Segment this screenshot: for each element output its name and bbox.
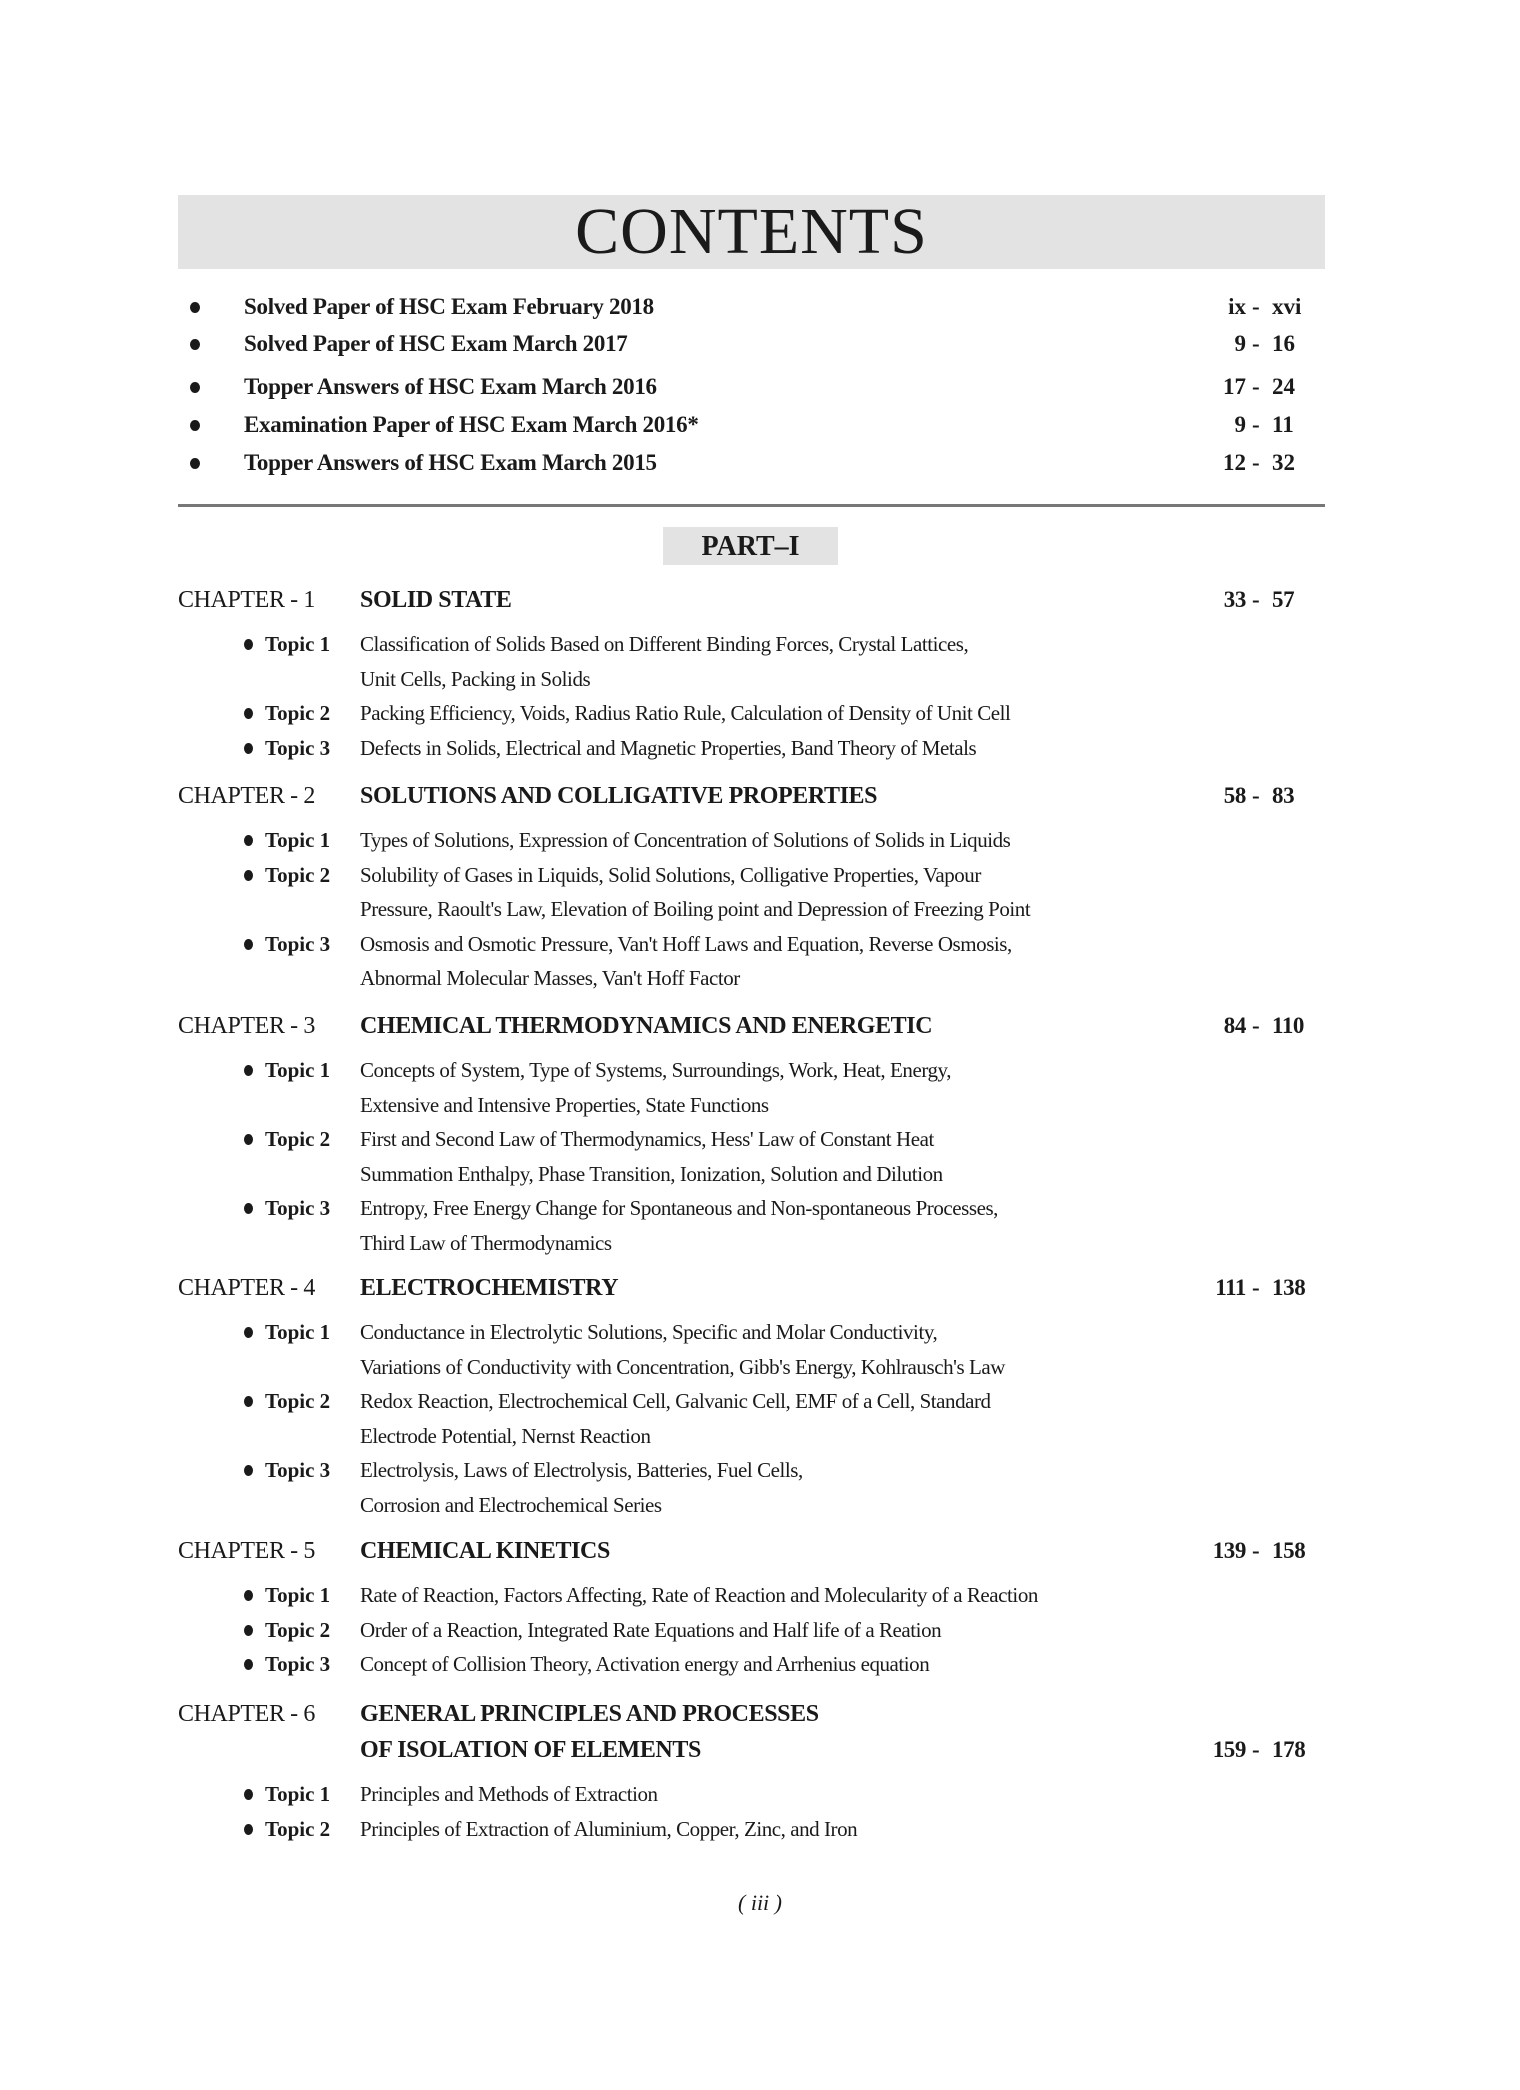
topic-label: Topic 3	[265, 1458, 331, 1482]
topic-description-line: Solubility of Gases in Liquids, Solid Solutions, Colligative Properties, Vapour	[360, 862, 981, 887]
bullet-icon	[244, 1824, 253, 1835]
topic-description	[360, 858, 1325, 927]
bullet-icon	[244, 1789, 253, 1800]
chapter-label: CHAPTER - 5	[178, 1538, 315, 1564]
page-range-dash: -	[1252, 587, 1260, 612]
page-to: 110	[1272, 1013, 1305, 1038]
page-from: 9	[1234, 331, 1246, 356]
topic-description-line: Concepts of System, Type of Systems, Surroundings, Work, Heat, Energy,	[360, 1058, 952, 1082]
topic-description	[360, 1053, 1325, 1122]
topic-label: Topic 3	[265, 735, 331, 760]
page-to: 138	[1272, 1275, 1306, 1300]
contents-entry[interactable]	[178, 444, 1325, 482]
page-range-dash: -	[1252, 450, 1260, 475]
topic-label: Topic 2	[265, 701, 331, 725]
bullet-icon	[190, 339, 200, 350]
bullet-icon	[244, 1327, 253, 1338]
contents-entry[interactable]	[178, 288, 1325, 326]
topic-label: Topic 1	[265, 828, 331, 852]
topic-description	[360, 927, 1325, 996]
page-to: 11	[1272, 412, 1294, 437]
topic-description-line: Electrode Potential, Nernst Reaction	[360, 1423, 651, 1448]
page-to: 57	[1272, 587, 1295, 612]
chapter-entry	[178, 778, 1325, 996]
topic-description	[360, 1812, 1325, 1847]
topic-description	[360, 1777, 1325, 1812]
topic-description-line: Principles and Methods of Extraction	[360, 1782, 658, 1806]
bullet-icon	[190, 420, 200, 431]
page-to: 32	[1272, 450, 1295, 475]
chapter-heading[interactable]	[178, 1008, 1325, 1044]
topic-label: Topic 3	[265, 1196, 331, 1220]
chapter-label: CHAPTER - 3	[178, 1013, 315, 1039]
contents-heading: CONTENTS	[575, 195, 928, 268]
page-range-dash: -	[1252, 1275, 1260, 1300]
topic-label: Topic 1	[265, 1058, 331, 1082]
topic-description-line: Abnormal Molecular Masses, Van't Hoff Factor	[360, 966, 740, 990]
topic-label: Topic 2	[265, 1617, 331, 1642]
topic-entry[interactable]	[178, 1578, 1325, 1613]
topic-description	[360, 1122, 1325, 1191]
page-range-dash: -	[1252, 412, 1260, 437]
page-from: ix	[1228, 294, 1246, 319]
chapter-title: CHEMICAL THERMODYNAMICS AND ENERGETIC	[360, 1013, 933, 1039]
page-range-dash: -	[1252, 331, 1260, 356]
page-to: 83	[1272, 783, 1295, 808]
page-from: 58	[1223, 783, 1246, 808]
topic-label: Topic 2	[265, 1389, 331, 1413]
page-to: 158	[1272, 1538, 1306, 1563]
page-to: 24	[1272, 374, 1295, 399]
page-range-dash: -	[1252, 374, 1260, 399]
bullet-icon	[244, 1065, 253, 1076]
topic-description-line: First and Second Law of Thermodynamics, Hess' Law of Constant Heat	[360, 1127, 934, 1151]
page-from: 111	[1215, 1275, 1246, 1300]
chapter-entry	[178, 1008, 1325, 1260]
entry-title: Topper Answers of HSC Exam March 2016	[244, 374, 657, 399]
divider-rule	[178, 504, 1325, 507]
bullet-icon	[244, 939, 253, 950]
page-range-dash: -	[1252, 1737, 1260, 1762]
chapter-entry	[178, 1533, 1325, 1682]
topic-entry[interactable]	[178, 927, 1325, 996]
topic-label: Topic 1	[265, 1782, 331, 1806]
chapter-heading-continued[interactable]	[178, 1732, 1325, 1768]
topic-description-line: Rate of Reaction, Factors Affecting, Rate of Reaction and Molecularity of a Reaction	[360, 1583, 1038, 1607]
topic-entry[interactable]	[178, 1453, 1325, 1522]
topic-description-line: Osmosis and Osmotic Pressure, Van't Hoff Laws and Equation, Reverse Osmosis,	[360, 931, 1012, 956]
part-heading: PART–I	[663, 527, 838, 565]
topic-entry[interactable]	[178, 1122, 1325, 1191]
page-to: 178	[1272, 1737, 1306, 1762]
topic-description-line: Third Law of Thermodynamics	[360, 1230, 612, 1255]
chapter-title: SOLUTIONS AND COLLIGATIVE PROPERTIES	[360, 783, 878, 809]
topic-description-line: Extensive and Intensive Properties, State Functions	[360, 1092, 769, 1117]
bullet-icon	[244, 835, 253, 846]
topic-label: Topic 2	[265, 1127, 331, 1151]
topic-label: Topic 1	[265, 1583, 331, 1607]
topic-description-line: Pressure, Raoult's Law, Elevation of Boiling point and Depression of Freezing Point	[360, 897, 1031, 921]
topic-description-line: Classification of Solids Based on Different Binding Forces, Crystal Lattices,	[360, 632, 969, 656]
topic-entry[interactable]	[178, 627, 1325, 696]
topic-description-line: Variations of Conductivity with Concentration, Gibb's Energy, Kohlrausch's Law	[360, 1354, 1005, 1379]
topic-description-line: Conductance in Electrolytic Solutions, Specific and Molar Conductivity,	[360, 1320, 938, 1344]
topic-description-line: Concept of Collision Theory, Activation energy and Arrhenius equation	[360, 1652, 930, 1676]
page-from: 9	[1234, 412, 1246, 437]
topic-entry[interactable]	[178, 858, 1325, 927]
topic-description	[360, 696, 1325, 731]
chapter-label: CHAPTER - 6	[178, 1701, 315, 1727]
topic-entry[interactable]	[178, 731, 1325, 766]
chapter-title: CHEMICAL KINETICS	[360, 1538, 610, 1564]
bullet-icon	[190, 382, 200, 393]
contents-entry[interactable]	[178, 368, 1325, 406]
bullet-icon	[190, 458, 200, 469]
bullet-icon	[244, 1203, 253, 1214]
topic-entry[interactable]	[178, 1315, 1325, 1384]
topic-description	[360, 627, 1325, 696]
topic-description	[360, 731, 1325, 766]
topic-label: Topic 1	[265, 1320, 331, 1344]
chapter-title: SOLID STATE	[360, 587, 512, 613]
topic-entry[interactable]	[178, 696, 1325, 731]
page-range-dash: -	[1252, 1538, 1260, 1563]
topic-description	[360, 1384, 1325, 1453]
bullet-icon	[244, 639, 253, 650]
bullet-icon	[244, 708, 253, 719]
chapter-label: CHAPTER - 2	[178, 783, 315, 809]
bullet-icon	[244, 870, 253, 881]
contents-heading-banner	[178, 195, 1325, 269]
topic-entry[interactable]	[178, 1812, 1325, 1847]
bullet-icon	[244, 1590, 253, 1601]
bullet-icon	[244, 1396, 253, 1407]
topic-description	[360, 1191, 1325, 1260]
chapter-heading[interactable]	[178, 1270, 1325, 1306]
chapter-entry	[178, 582, 1325, 765]
topic-description-line: Principles of Extraction of Aluminium, Copper, Zinc, and Iron	[360, 1816, 858, 1841]
contents-entry[interactable]	[178, 406, 1325, 444]
bullet-icon	[244, 743, 253, 754]
topic-description-line: Electrolysis, Laws of Electrolysis, Batteries, Fuel Cells,	[360, 1458, 803, 1482]
page-from: 12	[1223, 450, 1246, 475]
topic-description	[360, 823, 1325, 858]
topic-description	[360, 1613, 1325, 1648]
topic-description-line: Summation Enthalpy, Phase Transition, Ionization, Solution and Dilution	[360, 1161, 943, 1186]
chapter-heading[interactable]	[178, 778, 1325, 814]
topic-entry[interactable]	[178, 823, 1325, 858]
topic-label: Topic 3	[265, 931, 331, 956]
page-number: ( iii )	[738, 1890, 782, 1915]
chapter-title-line-2: OF ISOLATION OF ELEMENTS	[360, 1737, 701, 1763]
entry-title: Solved Paper of HSC Exam February 2018	[244, 294, 654, 319]
bullet-icon	[244, 1659, 253, 1670]
bullet-icon	[244, 1625, 253, 1636]
page-range-dash: -	[1252, 783, 1260, 808]
chapter-heading[interactable]	[178, 582, 1325, 618]
topic-description-line: Packing Efficiency, Voids, Radius Ratio Rule, Calculation of Density of Unit Cell	[360, 701, 1011, 725]
page-from: 33	[1223, 587, 1246, 612]
entry-title: Topper Answers of HSC Exam March 2015	[244, 450, 657, 475]
topic-description-line: Defects in Solids, Electrical and Magnetic Properties, Band Theory of Metals	[360, 735, 977, 760]
topic-entry[interactable]	[178, 1384, 1325, 1453]
topic-label: Topic 1	[265, 632, 331, 656]
page-from: 159	[1212, 1737, 1246, 1762]
chapter-label: CHAPTER - 4	[178, 1275, 315, 1301]
topic-entry[interactable]	[178, 1647, 1325, 1682]
topic-description-line: Types of Solutions, Expression of Concentration of Solutions of Solids in Liquids	[360, 828, 1011, 852]
topic-description-line: Redox Reaction, Electrochemical Cell, Galvanic Cell, EMF of a Cell, Standard	[360, 1389, 991, 1413]
topic-description-line: Entropy, Free Energy Change for Spontaneous and Non-spontaneous Processes,	[360, 1196, 998, 1220]
contents-entry[interactable]	[178, 325, 1325, 363]
topic-label: Topic 2	[265, 862, 331, 887]
topic-description	[360, 1578, 1325, 1613]
bullet-icon	[244, 1134, 253, 1145]
bullet-icon	[244, 1465, 253, 1476]
page-from: 84	[1223, 1013, 1246, 1038]
chapter-label: CHAPTER - 1	[178, 587, 315, 613]
topic-entry[interactable]	[178, 1613, 1325, 1648]
page-range-dash: -	[1252, 1013, 1260, 1038]
entry-title: Examination Paper of HSC Exam March 2016*	[244, 412, 699, 437]
chapter-entry	[178, 1696, 1325, 1846]
chapter-title: GENERAL PRINCIPLES AND PROCESSES	[360, 1701, 819, 1727]
bullet-icon	[190, 302, 200, 313]
topic-description	[360, 1315, 1325, 1384]
page-from: 139	[1212, 1538, 1246, 1563]
topic-description-line: Order of a Reaction, Integrated Rate Equations and Half life of a Reation	[360, 1617, 942, 1642]
chapter-heading[interactable]	[178, 1533, 1325, 1569]
topic-label: Topic 3	[265, 1652, 331, 1676]
chapter-heading[interactable]	[178, 1696, 1325, 1732]
topic-description	[360, 1647, 1325, 1682]
page-range-dash: -	[1252, 294, 1260, 319]
page-to: 16	[1272, 331, 1295, 356]
chapter-entry	[178, 1270, 1325, 1522]
chapter-title: ELECTROCHEMISTRY	[360, 1275, 619, 1301]
topic-entry[interactable]	[178, 1053, 1325, 1122]
entry-title: Solved Paper of HSC Exam March 2017	[244, 331, 628, 356]
topic-entry[interactable]	[178, 1191, 1325, 1260]
topic-description-line: Unit Cells, Packing in Solids	[360, 666, 591, 691]
topic-entry[interactable]	[178, 1777, 1325, 1812]
topic-description-line: Corrosion and Electrochemical Series	[360, 1492, 662, 1517]
page-from: 17	[1223, 374, 1246, 399]
topic-description	[360, 1453, 1325, 1522]
page-to: xvi	[1272, 294, 1302, 319]
topic-label: Topic 2	[265, 1816, 331, 1841]
